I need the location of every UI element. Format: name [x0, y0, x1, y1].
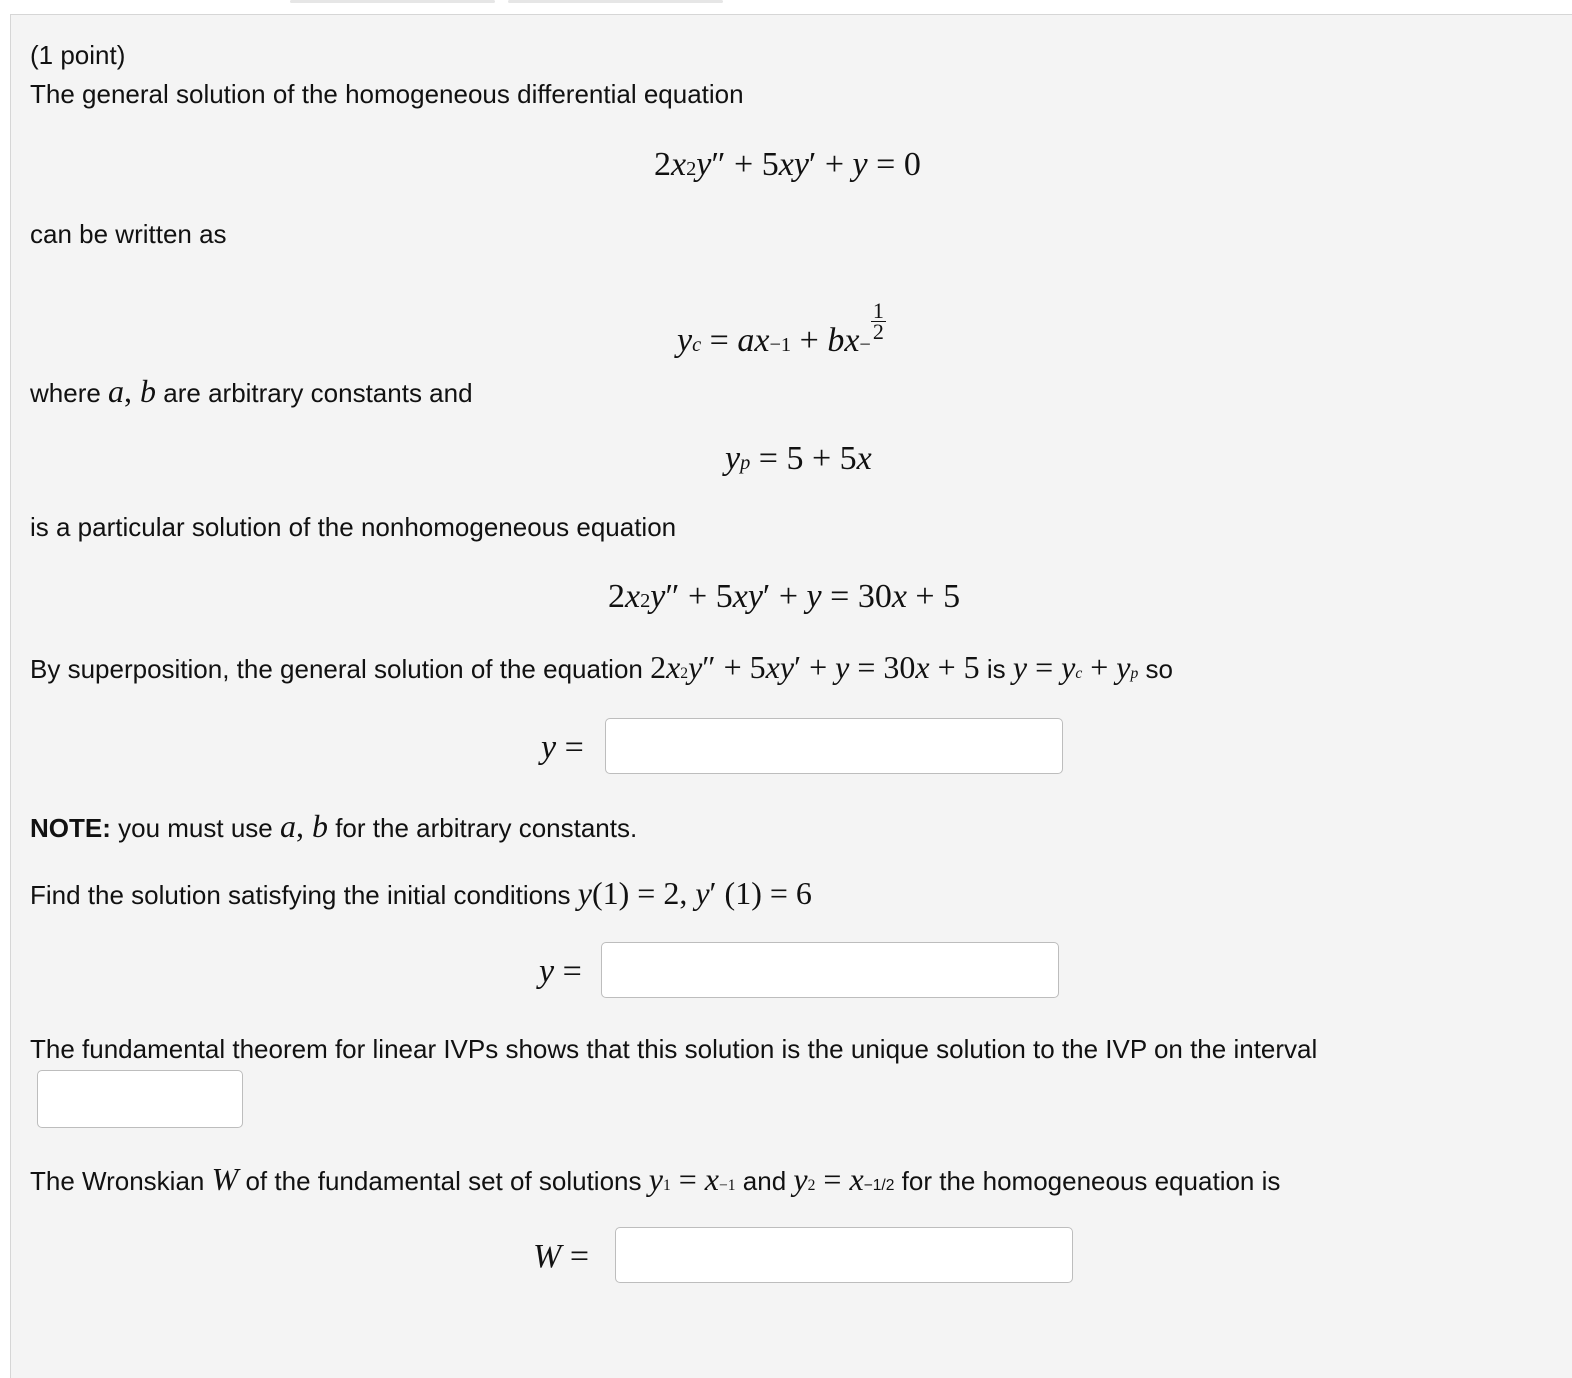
ivp-solution-label: y = — [539, 953, 582, 990]
tab-strip — [0, 0, 1572, 10]
interval-input[interactable] — [37, 1070, 243, 1128]
tab-ghost — [290, 0, 495, 3]
fundamental-theorem-text: The fundamental theorem for linear IVPs shows that this solution is the unique solution to the IVP on the interval — [30, 1034, 1318, 1064]
homogeneous-equation: $2x^2y'' + 5xy' + y = 0$ — [654, 146, 921, 183]
ivp-solution-input[interactable] — [601, 942, 1059, 998]
yp-equation: $y_p = 5 + 5x$ — [725, 440, 872, 477]
yc-equation: $y_c = ax^{-1} + bx^-$ $\frac{1}{2}$ — [677, 298, 884, 359]
superposition-text: By superposition, the general solution of the equation $2x^2y'' + 5xy' + y = 30x + 5$ is $y = y_c + y_p$ so — [30, 649, 1173, 685]
wronskian-input[interactable] — [615, 1227, 1073, 1283]
problem-panel — [10, 14, 1572, 1378]
particular-text: is a particular solution of the nonhomogeneous equation — [30, 512, 677, 542]
where-text: where a, b are arbitrary constants and — [30, 373, 473, 409]
intro-text: The general solution of the homogeneous differential equation — [30, 79, 744, 109]
general-solution-label: y = — [541, 729, 584, 766]
wronskian-text: The Wronskian W of the fundamental set of solutions $y_1 = x^{-1}$ and $y_2 = x^{-1/2}$ for the homogeneous equation is — [30, 1161, 1281, 1197]
nonhomogeneous-equation: $2x^2y'' + 5xy' + y = 30x + 5$ — [608, 578, 961, 615]
wronskian-label: W = — [533, 1238, 590, 1275]
tab-ghost — [508, 0, 723, 3]
points-label: (1 point) — [30, 40, 126, 70]
note-text: NOTE: you must use a, b for the arbitrary constants. — [30, 808, 638, 844]
initial-conditions-text: Find the solution satisfying the initial conditions y(1) = 2, y′ (1) = 6 — [30, 875, 812, 911]
can-be-written-text: can be written as — [30, 219, 227, 249]
general-solution-input[interactable] — [605, 718, 1063, 774]
